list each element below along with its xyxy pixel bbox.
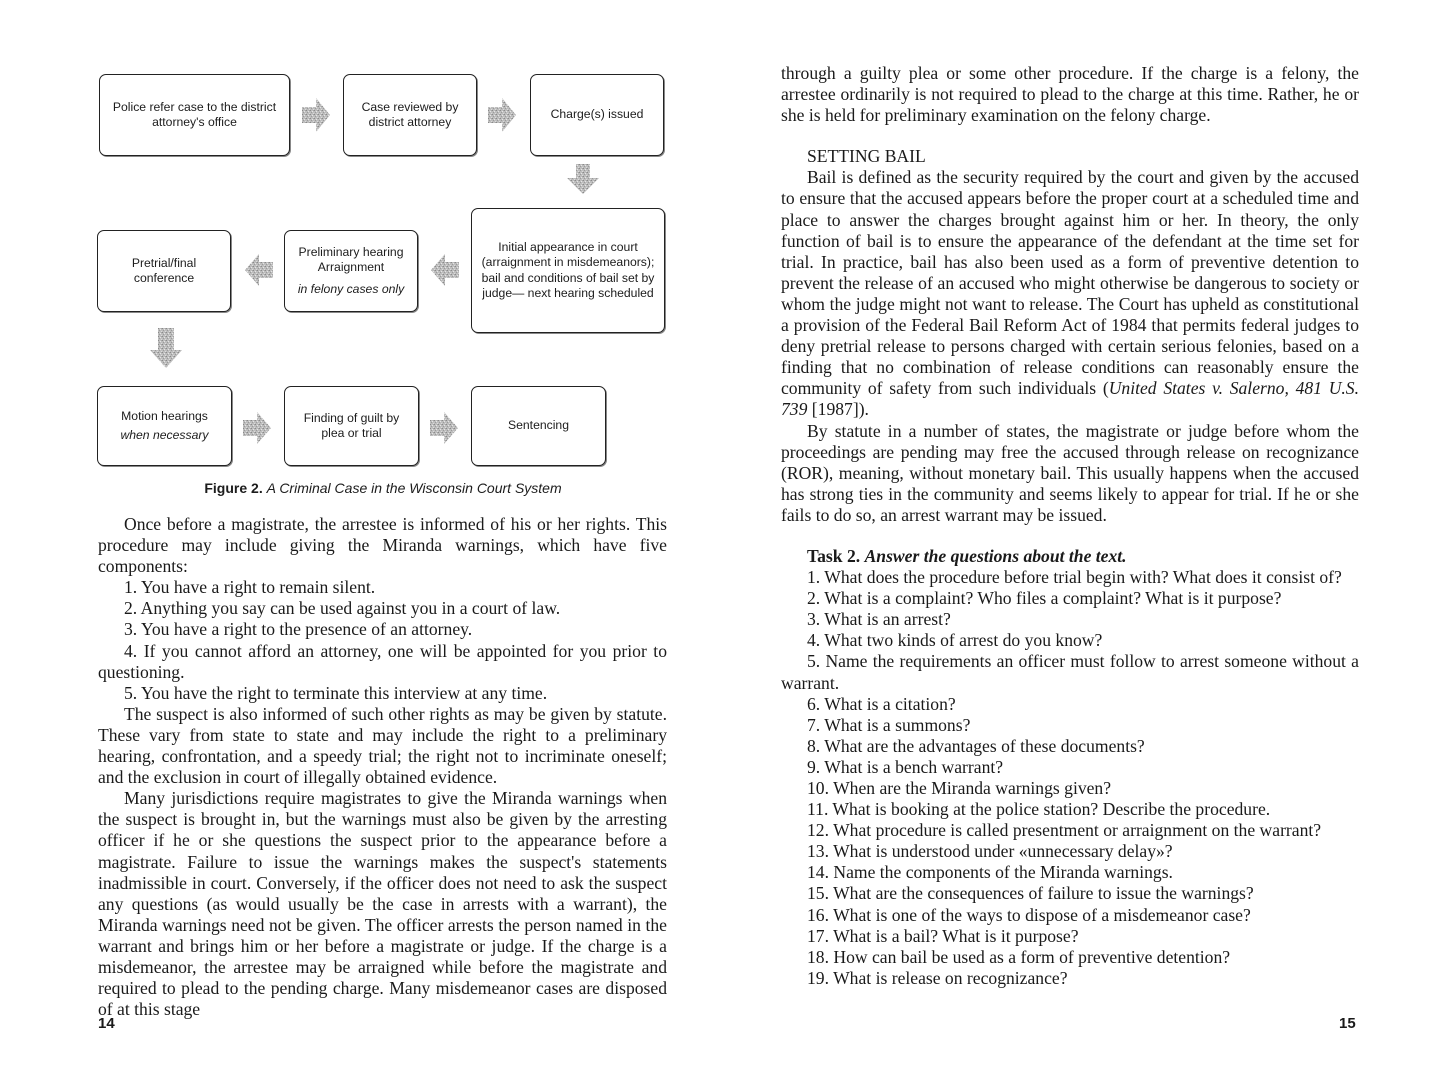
arrow-right-icon <box>430 412 458 444</box>
task-instruction: Answer the questions about the text. <box>864 545 1127 566</box>
question-item: 7. What is a summons? <box>807 714 971 735</box>
question-item: 18. How can bail be used as a form of preventive detention? <box>807 946 1231 967</box>
case-citation: United States v. Salerno, 481 U.S. 739 <box>781 378 1359 420</box>
question-item: 16. What is one of the ways to dispose of a misdemeanor case? <box>807 904 1251 925</box>
flow-box-text: Finding of guilt by plea or trial <box>303 410 400 440</box>
flow-box-text: Motion hearings <box>121 408 208 423</box>
question-item: 19. What is release on recognizance? <box>807 967 1068 988</box>
section-heading: SETTING BAIL <box>807 146 926 167</box>
question-item: 15. What are the consequences of failure to issue the warnings? <box>807 883 1254 904</box>
left-body-text <box>98 514 667 1020</box>
paragraph-bail-definition <box>781 167 1359 420</box>
flow-box-text: Case reviewed by district attorney <box>361 99 459 129</box>
question-item: 6. What is a citation? <box>807 693 956 714</box>
bail-text: Bail is defined as the security required by the court and given by the accused to ensure that the accused appears before the proper court at a scheduled time and place to answer the charges brought against him or her. In theory, the only function of bail is to ensure the appearance of the defendant at the time set for trial. In practice, bail has also been used as a form of preventive detention to prevent the release of an accused who might otherwise be dangerous to society or whom the judge might not want to release. The Court has upheld as constitutional a provision of the Federal Bail Reform Act of 1984 that permits federal judges to deny pretrial release to persons charged with certain serious felonies, based on a finding that no combination of release conditions can reasonably ensure the community of safety from such individuals ( <box>781 167 1359 399</box>
flow-box-sentencing <box>471 386 606 466</box>
arrow-right-icon <box>488 98 516 132</box>
flow-box-note: in felony cases only <box>297 281 405 296</box>
question-item: 9. What is a bench warrant? <box>807 756 1004 777</box>
warning-item: 3. You have a right to the presence of an attorney. <box>124 619 473 640</box>
question-item: 1. What does the procedure before trial begin with? What does it consist of? <box>807 567 1342 588</box>
question-list <box>781 567 1359 989</box>
question-item: 13. What is understood under «unnecessary delay»? <box>807 841 1173 862</box>
flow-box-note: when necessary <box>120 428 209 442</box>
flow-box-text: Sentencing <box>508 418 569 433</box>
flow-box-text: Preliminary hearing Arraignment <box>298 244 404 275</box>
paragraph-other-rights: The suspect is also informed of such other rights as may be given by statute. These vary from state to state and may include the right to a preliminary hearing, confrontation, and a speedy trial; the right not to incriminate oneself; and the exclusion in court of illegally obtained evidence. <box>98 703 667 788</box>
figure-caption <box>98 480 668 496</box>
flow-box-preliminary-hearing <box>284 230 418 312</box>
task-heading <box>781 546 1359 567</box>
paragraph-jurisdictions: Many jurisdictions require magistrates to give the Miranda warnings when the suspect is brought in, but the warnings must also be given by the arresting officer if he or she questions the suspect prior to the appearance before a magistrate. Failure to issue the warnings makes the suspect's statements inadmissible in court. Conversely, if the officer does not need to ask the suspect any questions (as would usually be the case in arrests with a warrant), the Miranda warnings need not be given. The officer arrests the person named in the warrant and brings him or her before a magistrate or judge. If the charge is a misdemeanor, the arrestee may be arraigned while before the magistrate and required to plead to the pending charge. Many misdemeanor cases are disposed of at this stage <box>98 788 667 1020</box>
flow-box-text: Pretrial/final conference <box>131 255 197 285</box>
figure-title: A Criminal Case in the Wisconsin Court System <box>266 480 562 496</box>
arrow-right-icon <box>243 412 271 444</box>
arrow-right-icon <box>302 98 330 132</box>
flow-box-finding-of-guilt <box>284 386 419 466</box>
flow-box-motion-hearings <box>97 386 232 466</box>
flow-box-charges-issued <box>530 74 664 156</box>
warning-item: 1. You have a right to remain silent. <box>124 577 376 598</box>
warning-item: 2. Anything you say can be used against you in a court of law. <box>124 598 561 619</box>
arrow-left-icon <box>431 254 459 286</box>
question-item: 8. What are the advantages of these documents? <box>807 735 1145 756</box>
bail-text-end: [1987]). <box>807 399 869 420</box>
flow-box-text: Initial appearance in court (arraignment in misdemeanors); bail and conditions of bail set by judge— next hearing scheduled <box>481 239 655 300</box>
task-label: Task 2. <box>807 545 861 566</box>
question-item: 10. When are the Miranda warnings given? <box>807 778 1112 798</box>
question-item: 17. What is a bail? What is it purpose? <box>807 925 1079 946</box>
arrow-left-icon <box>245 254 273 286</box>
flow-box-pretrial-conference <box>97 230 231 312</box>
flow-box-case-reviewed <box>343 74 477 156</box>
arrow-down-icon <box>150 328 182 368</box>
paragraph-continued: through a guilty plea or some other procedure. If the charge is a felony, the arrestee ordinarily is not required to plead to the charge at this time. Rather, he or she is held for preliminary examination on the felony charge. <box>781 63 1359 126</box>
question-item: 14. Name the components of the Miranda warnings. <box>807 862 1173 883</box>
question-item: 12. What procedure is called presentment or arraignment on the warrant? <box>807 820 1322 841</box>
question-item: 5. Name the requirements an officer must follow to arrest someone without a warrant. <box>781 651 1359 693</box>
question-item: 4. What two kinds of arrest do you know? <box>807 630 1103 651</box>
flow-box-initial-appearance <box>471 208 665 333</box>
flow-box-police-refer <box>99 74 290 156</box>
right-body-text <box>781 63 1359 989</box>
figure-label: Figure 2. <box>204 480 263 496</box>
paragraph-miranda-intro: Once before a magistrate, the arrestee is informed of his or her rights. This procedure may include giving the Miranda warnings, which have five components: <box>98 514 667 577</box>
paragraph-ror: By statute in a number of states, the magistrate or judge before whom the proceedings are pending may free the accused through release on recognizance (ROR), meaning, without monetary bail. This usually happens when the accused has strong ties in the community and seems likely to appear for trial. If he or she fails to do so, an arrest warrant may be issued. <box>781 420 1359 525</box>
question-item: 2. What is a complaint? Who files a complaint? What is it purpose? <box>807 588 1282 609</box>
question-item: 11. What is booking at the police station? Describe the procedure. <box>807 799 1271 820</box>
flow-box-text: Charge(s) issued <box>550 107 644 122</box>
warning-item: 4. If you cannot afford an attorney, one will be appointed for you prior to questioning. <box>98 640 667 682</box>
arrow-down-icon <box>567 164 599 194</box>
question-item: 3. What is an arrest? <box>807 609 951 630</box>
page-number-right: 15 <box>1339 1015 1356 1032</box>
flow-box-text: Police refer case to the district attorney's office <box>112 99 277 129</box>
page-number-left: 14 <box>98 1015 115 1032</box>
right-page <box>722 0 1444 1080</box>
warning-item: 5. You have the right to terminate this interview at any time. <box>124 682 548 703</box>
